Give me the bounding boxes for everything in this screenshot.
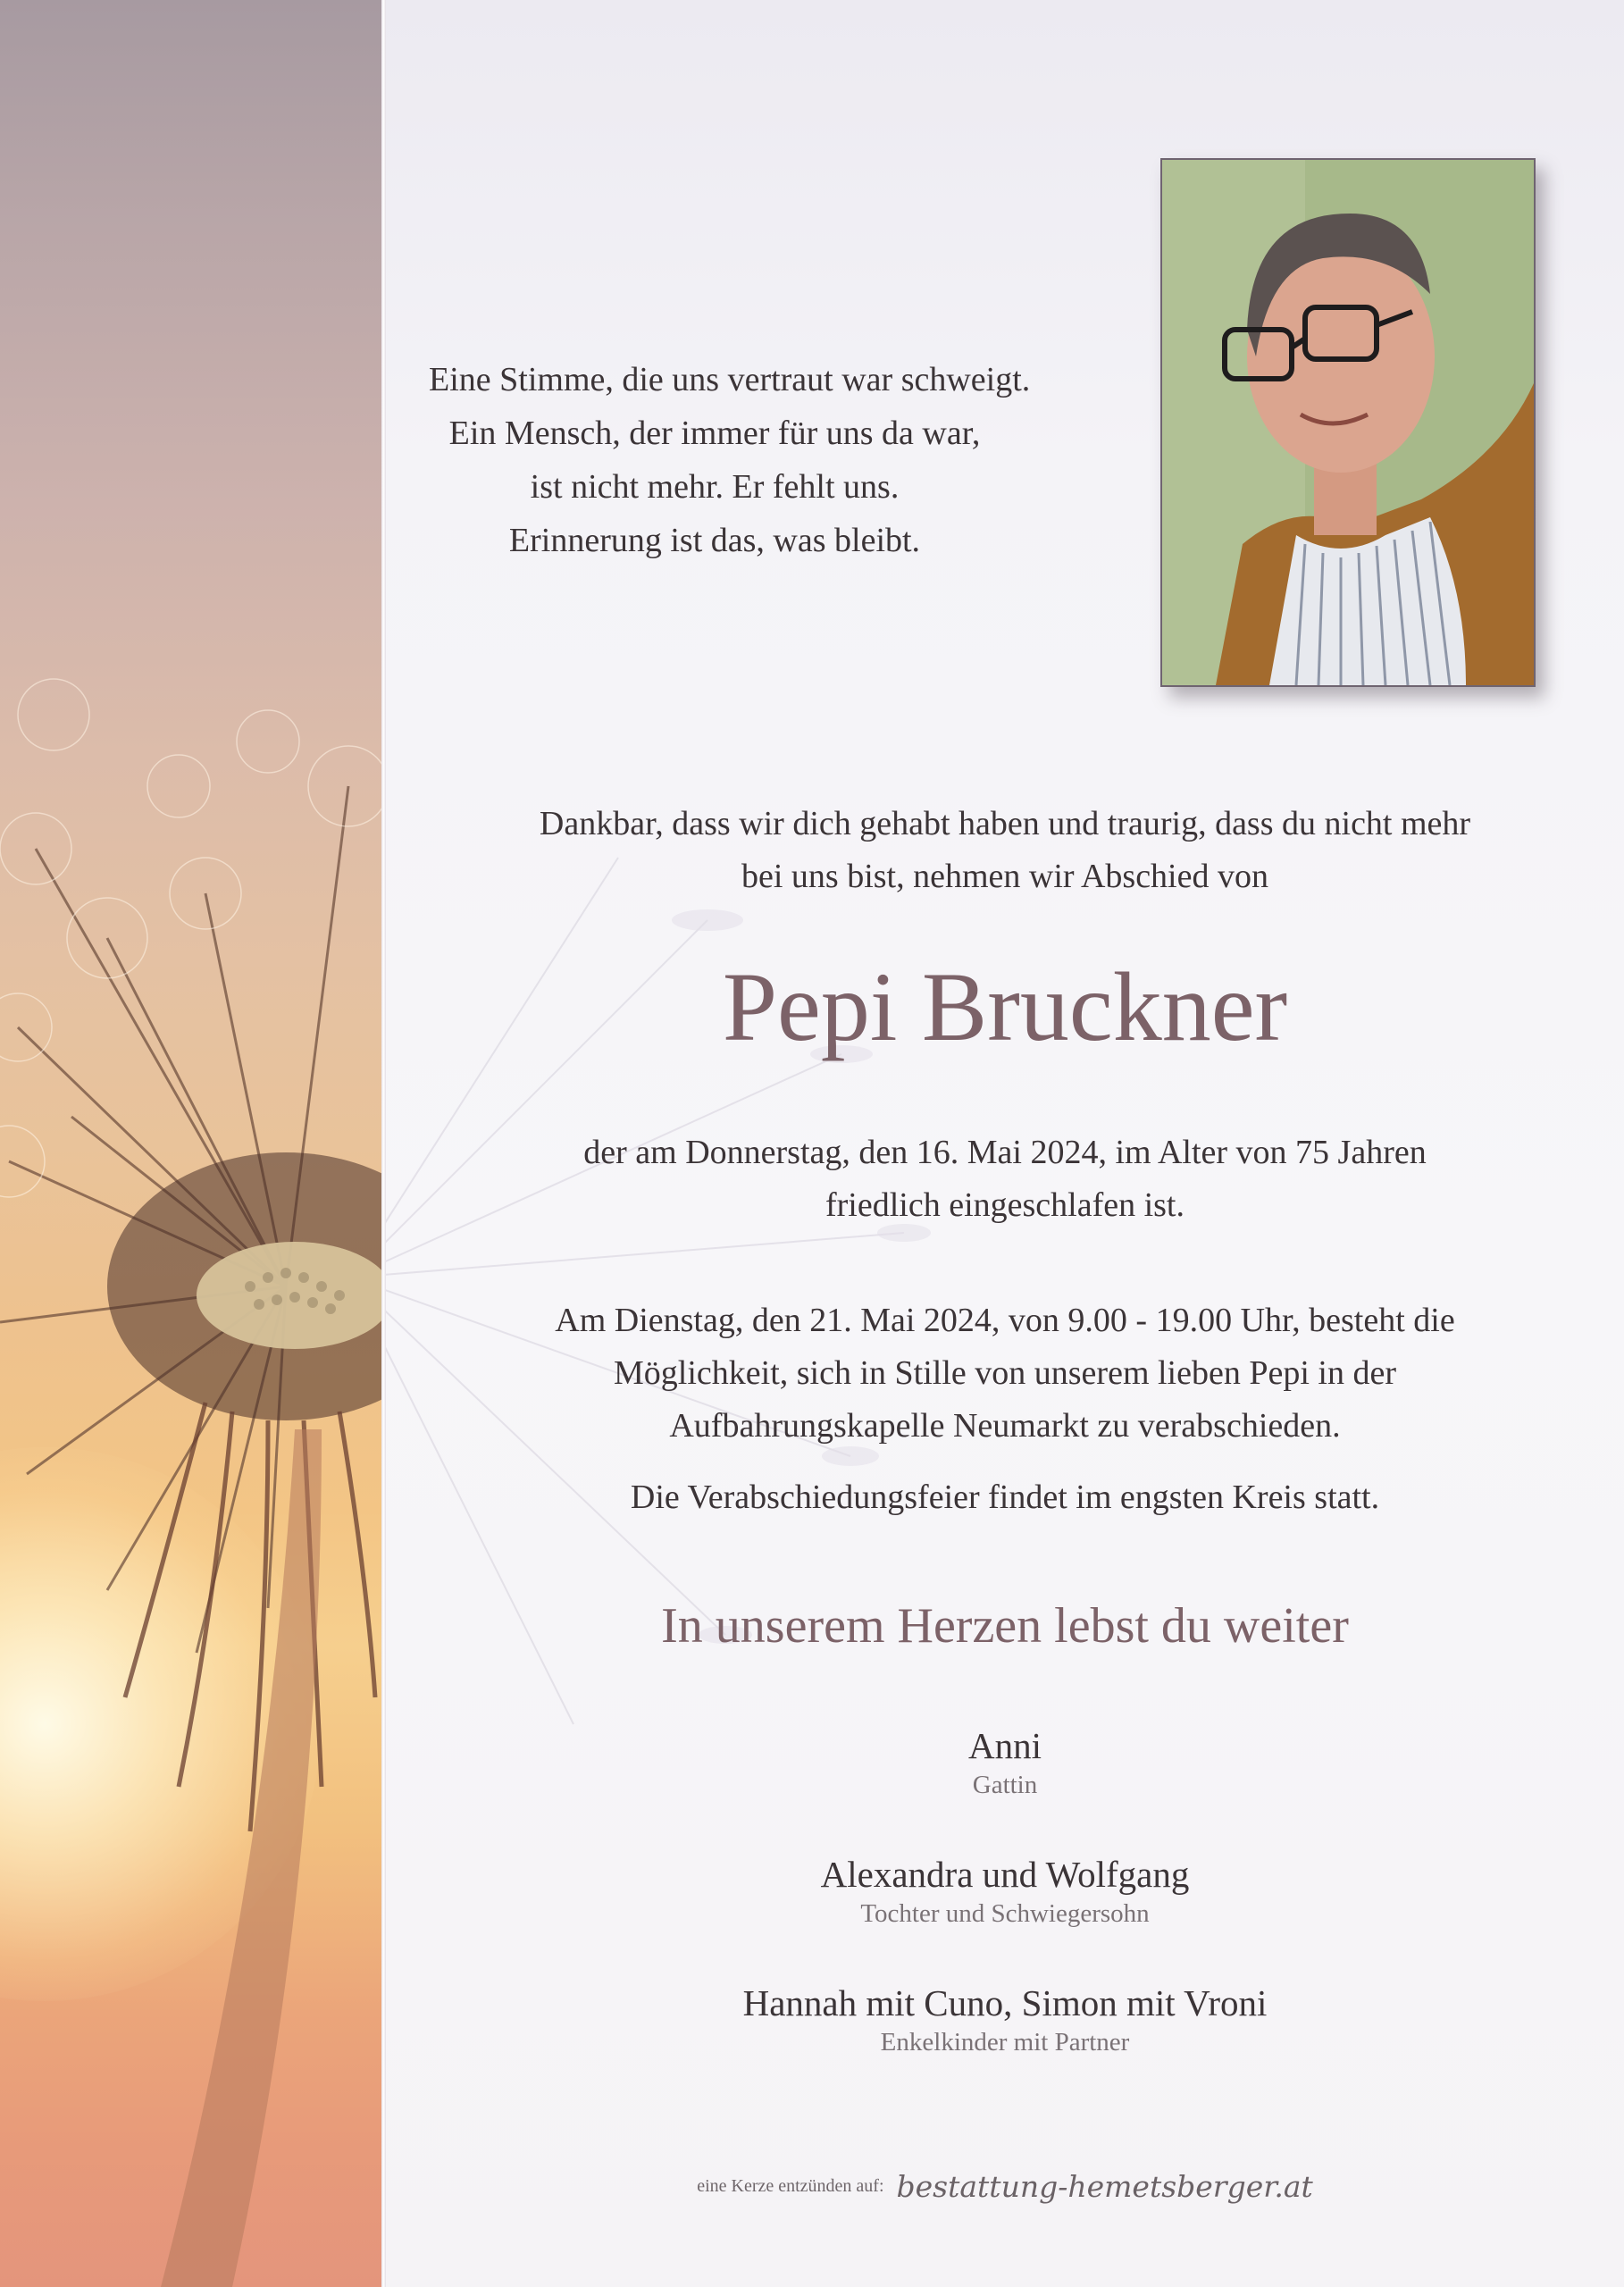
mourner-relation: Tochter und Schwiegersohn bbox=[860, 1899, 1150, 1928]
mourner-entry bbox=[386, 1980, 1624, 2058]
viewing-line: Aufbahrungskapelle Neumarkt zu verabschieden. bbox=[669, 1407, 1341, 1445]
opening-poem bbox=[429, 353, 1031, 567]
viewing-line: Am Dienstag, den 21. Mai 2024, von 9.00 - 19.00 Uhr, besteht die bbox=[555, 1302, 1455, 1339]
mourner-name: Hannah mit Cuno, Simon mit Vroni bbox=[742, 1982, 1268, 2023]
mourner-name: Alexandra und Wolfgang bbox=[820, 1854, 1190, 1895]
memorial-motto: In unserem Herzen lebst du weiter bbox=[661, 1598, 1349, 1654]
poem-line: ist nicht mehr. Er fehlt uns. bbox=[530, 468, 900, 506]
intro-line: Dankbar, dass wir dich gehabt haben und traurig, dass du nicht mehr bbox=[539, 805, 1471, 842]
dandelion-illustration bbox=[0, 0, 381, 2287]
candle-footer bbox=[386, 2169, 1624, 2204]
portrait-photo bbox=[1160, 158, 1536, 687]
mourner-relation: Enkelkinder mit Partner bbox=[880, 2028, 1130, 2057]
poem-line: Eine Stimme, die uns vertraut war schweigt. bbox=[429, 361, 1031, 398]
mourner-entry bbox=[386, 1722, 1624, 1801]
farewell-intro bbox=[386, 798, 1624, 903]
intro-line: bei uns bist, nehmen wir Abschied von bbox=[741, 858, 1268, 895]
decorative-dandelion-strip bbox=[0, 0, 381, 2287]
mourner-name: Anni bbox=[968, 1725, 1042, 1766]
ceremony-note: Die Verabschiedungsfeier findet im engsten Kreis statt. bbox=[630, 1479, 1380, 1516]
poem-line: Ein Mensch, der immer für uns da war, bbox=[448, 415, 981, 452]
viewing-line: Möglichkeit, sich in Stille von unserem lieben Pepi in der bbox=[614, 1354, 1396, 1392]
death-notice-line: friedlich eingeschlafen ist. bbox=[825, 1186, 1185, 1224]
death-notice-line: der am Donnerstag, den 16. Mai 2024, im Alter von 75 Jahren bbox=[583, 1134, 1427, 1171]
death-notice bbox=[386, 1127, 1624, 1232]
deceased-name: Pepi Bruckner bbox=[722, 952, 1288, 1061]
candle-label: eine Kerze entzünden auf: bbox=[697, 2176, 884, 2196]
viewing-details bbox=[386, 1294, 1624, 1453]
poem-line: Erinnerung ist das, was bleibt. bbox=[508, 522, 921, 559]
mourner-entry bbox=[386, 1851, 1624, 1930]
mourner-relation: Gattin bbox=[972, 1771, 1038, 1799]
funeral-home-website-link[interactable]: bestattung-hemetsberger.at bbox=[896, 2169, 1313, 2204]
